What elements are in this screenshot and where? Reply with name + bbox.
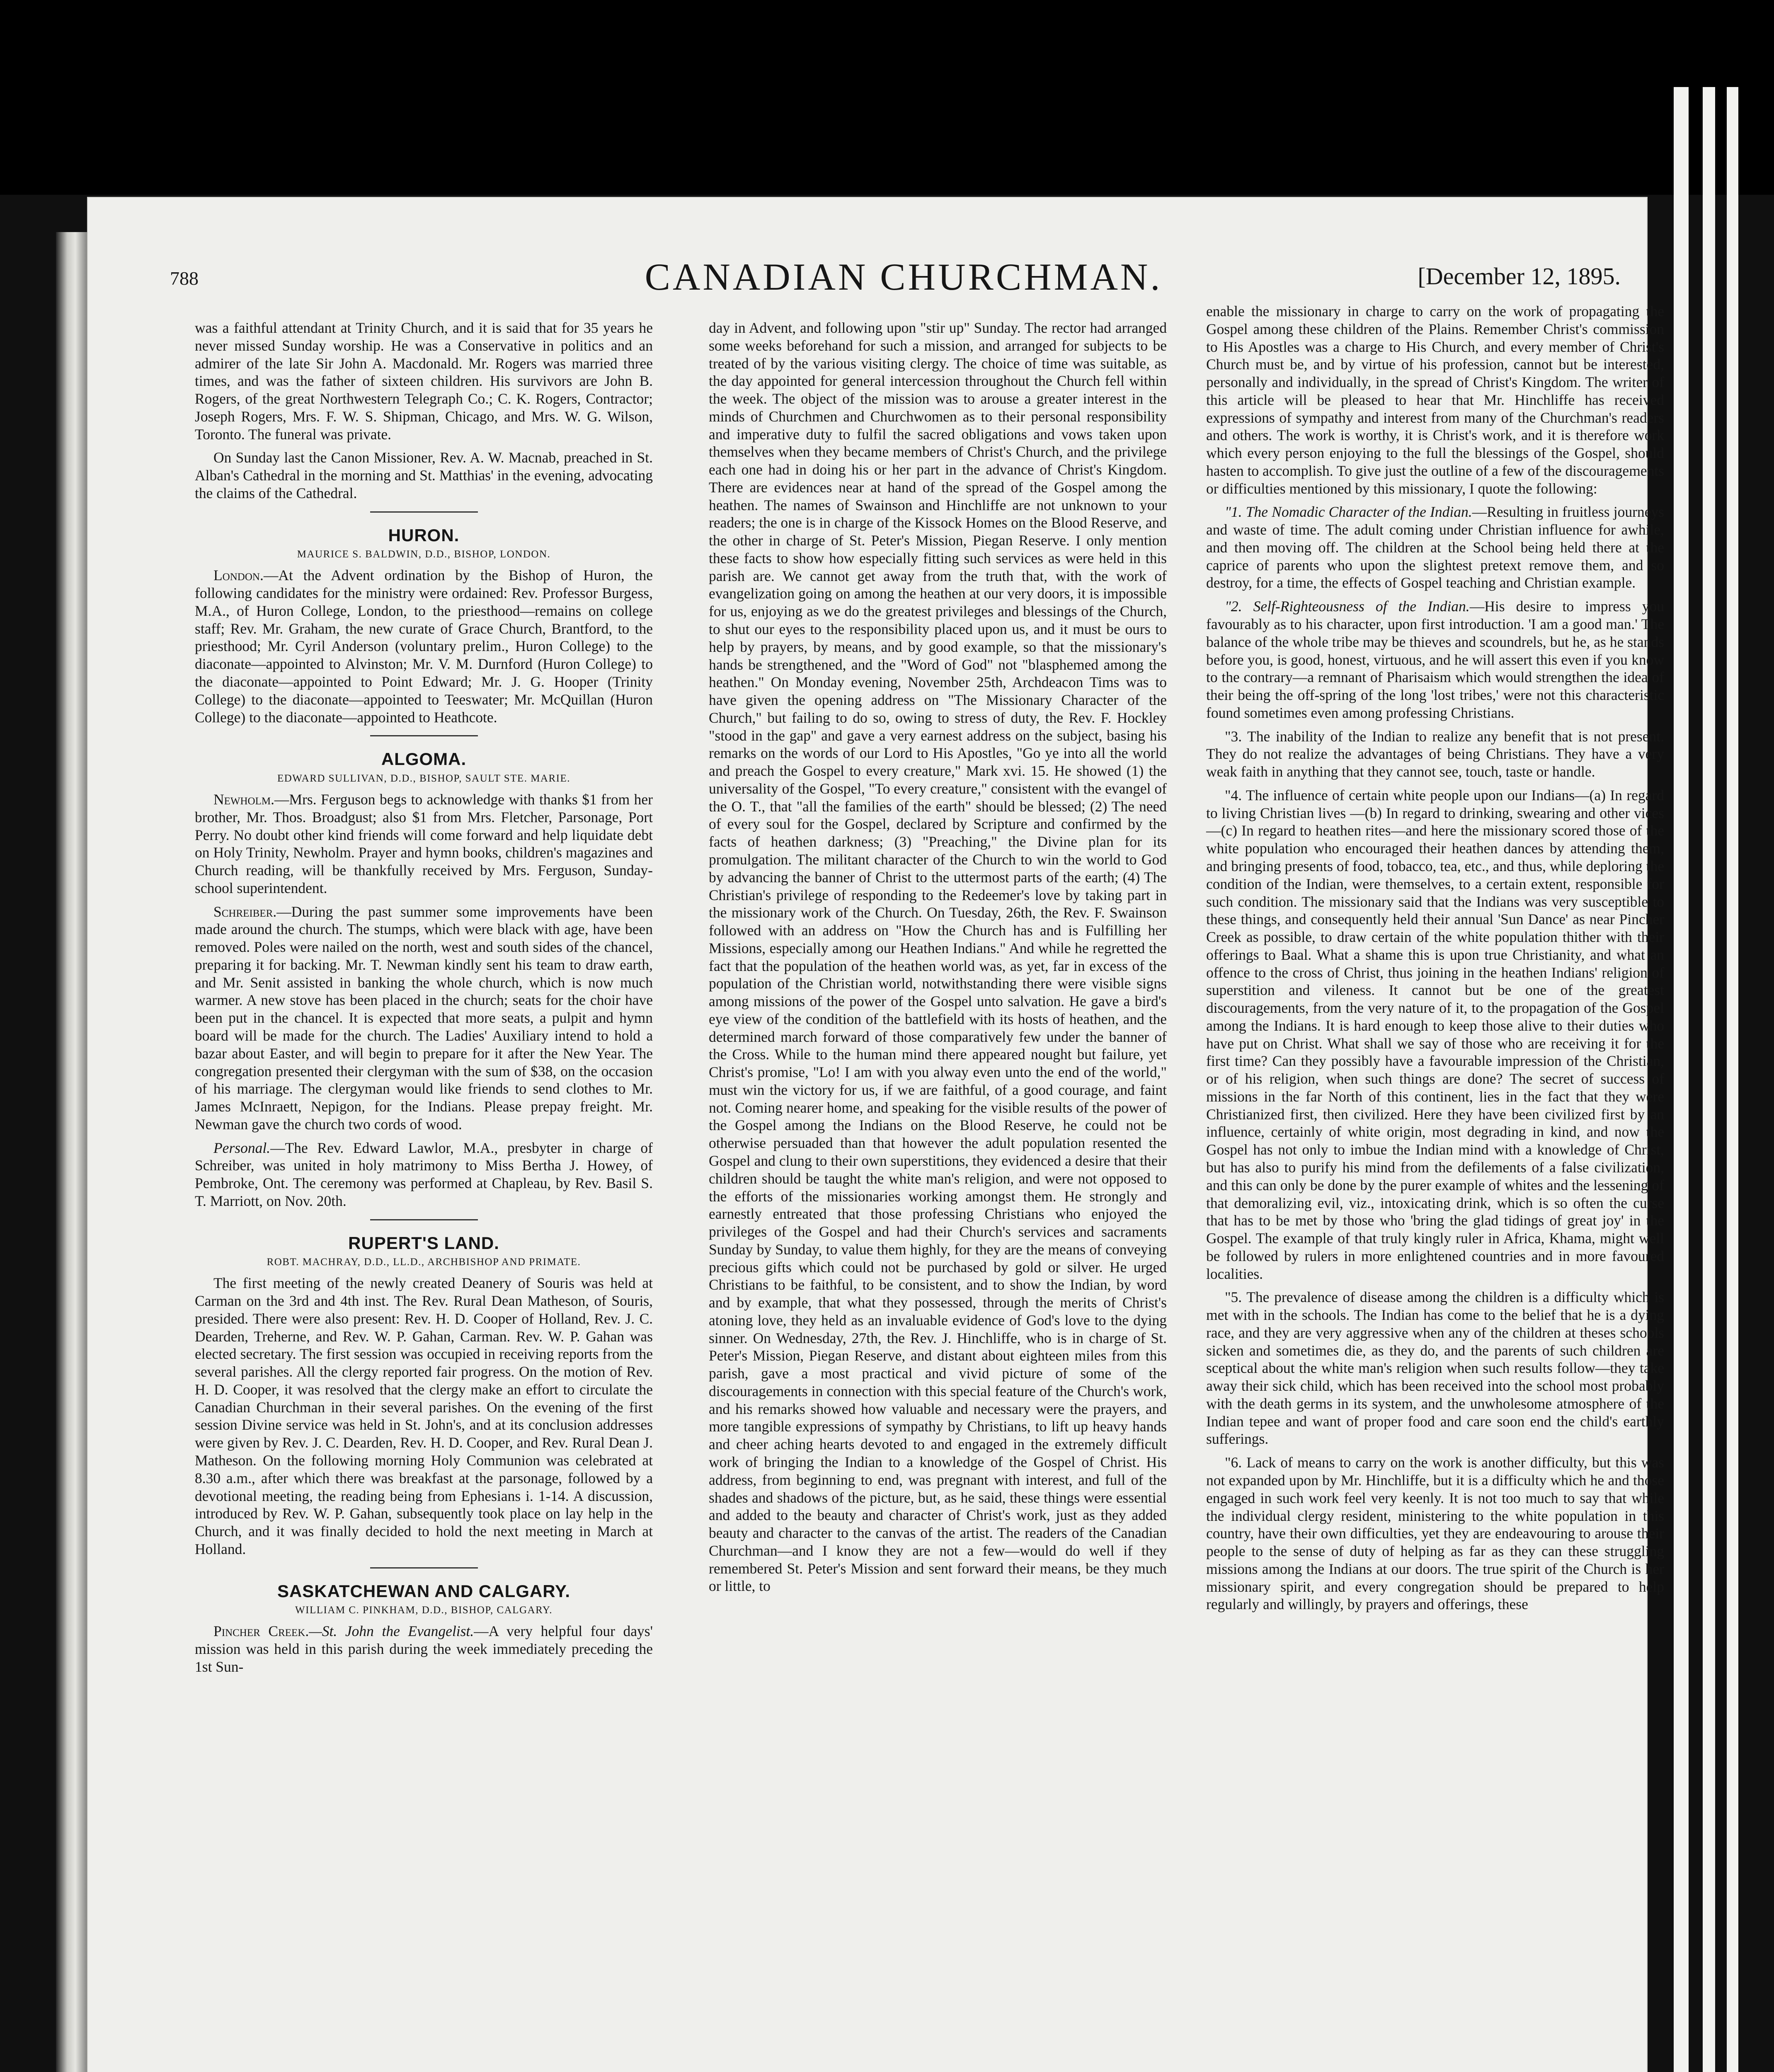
article-paragraph: The first meeting of the newly created Deanery of Souris was held at Carman on the 3rd and 4th inst. The Rev. Rural Dean Matheson, of Souris, presided. There were also present: Rev. H. D. Cooper of Holland, Rev. J. C. Dearden, Treherne, and Rev. W. P. Gahan, Carman. Rev. W. P. Gahan was elected secretary. The first session was occupied in receiving reports from the several parishes. All the clergy reported fair progress. On the motion of Rev. H. D. Cooper, it was resolved that the clergy make an effort to circulate the Canadian Churchman in their several parishes. On the evening of the first session Divine service was held in St. John's, and at its conclusion addresses were given by Rev. J. C. Dearden, Rev. H. D. Cooper, and Rev. Rural Dean J. Matheson. On the following morning Holy Communion was celebrated at 8.30 a.m., after which there was breakfast at the parsonage, followed by a devotional meeting, the reading being from Ephesians i. 1-14. A discussion, introduced by Rev. W. P. Gahan, subsequently took place on lay help in the Church, and it was finally decided to hold the next meeting in March at Holland. [195, 1275, 653, 1557]
place-name: London. [213, 567, 264, 584]
scanner-strip [1727, 87, 1738, 2072]
section-divider [370, 735, 478, 736]
book-spine-edge [56, 232, 88, 2072]
article-paragraph: was a faithful attendant at Trinity Church, and it is said that for 35 years he never missed Sunday worship. He was a Conservative in politics and an admirer of the late Sir John A. Macdonald. Mr. Rogers was married three times, and was the father of sixteen children. His survivors are John B. Rogers, of the great Northwestern Telegraph Co.; C. K. Rogers, Contractor; Joseph Rogers, Mrs. F. W. S. Shipman, Chicago, and Mrs. W. G. Wilson, Toronto. The funeral was private. [195, 320, 653, 443]
paragraph-text: —During the past summer some improvements have been made around the church. The stumps, which were black with age, have been removed. Poles were nailed on the north, west and south sides of the chancel, preparing it for backing. Mr. T. Newman kindly sent his team to draw earth, and Mr. Senit assisted in banking the whole church, which is now much warmer. A new stove has been placed in the church; seats for the choir have been put in the chancel. It is expected that more seats, a pulpit and hymn board will be made for the church. The Ladies' Auxiliary intend to hold a bazar about Easter, and will begin to prepare for it after the New Year. The congregation presented their clergyman with the sum of $38, on the occasion of his marriage. The clergyman would like friends to send clothes to Mr. James McInraett, Nepigon, for the Indians. Please prepay freight. Mr. Newman gave the church two cords of wood. [195, 903, 653, 1133]
scan-background [0, 0, 1774, 195]
paragraph-label: "1. The Nomadic Character of the Indian. [1225, 503, 1472, 520]
section-divider [370, 1219, 478, 1220]
article-paragraph: "3. The inability of the Indian to realize any benefit that is not present. They do not realize the advantages of being Christians. They have a very weak faith in anything that they cannot see, touch, taste or handle. [1206, 728, 1664, 780]
article-paragraph [195, 1622, 653, 1675]
paragraph-label: —St. John the Evangelist. [309, 1623, 474, 1640]
article-paragraph [1206, 503, 1664, 592]
section-title: SASKATCHEWAN AND CALGARY. [277, 1581, 571, 1601]
newspaper-page [87, 197, 1664, 2072]
column-2 [709, 319, 1167, 1601]
section-title: HURON. [388, 525, 460, 545]
paragraph-text: —The Rev. Edward Lawlor, M.A., presbyter in charge of Schreiber, was united in holy matrimony to Miss Bertha J. Howey, of Pembroke, Ont. The ceremony was performed at Chapleau, by Rev. Basil S. T. Marriott, on Nov. 20th. [195, 1139, 653, 1209]
paragraph-label: "2. Self-Righteousness of the Indian. [1225, 598, 1470, 615]
paragraph-text: —A very helpful four days' mission was held in this parish during the week immediately preceding the 1st Sun- [195, 1623, 653, 1675]
article-paragraph: day in Advent, and following upon "stir up" Sunday. The rector had arranged some weeks beforehand for such a mission, and arranged for subjects to be treated of by the various visiting clergy. The choice of time was suitable, as the day appointed for general intercession throughout the Church fell within the week. The object of the mission was to arouse a greater interest in the minds of Churchmen and Churchwomen as to their personal responsibility and imperative duty to fulfil the sacred obligations and vows taken upon themselves when they became members of Christ's Church, and the privilege each one had in doing his or her part in the advance of Christ's Kingdom. There are evidences near at hand of the spread of the Gospel among the heathen. The names of Swainson and Hinchliffe are not unknown to your readers; the one is in charge of the Kissock Homes on the Blood Reserve, and the other in charge of St. Peter's Mission, Piegan Reserve. I only mention these facts to show how especially fitting such services as were held in this parish are. We cannot get away from the truth that, with the work of evangelization going on among the heathen at our very doors, it is impossible for us, enjoying as we do the greatest privileges and blessings of the Church, to shut our eyes to the responsibility placed upon us, and it must be ours to help by prayers, by means, and by good example, so that the missionary's hands be strengthened, and the "Word of God" not "blasphemed among the heathen." On Monday evening, November 25th, Archdeacon Tims was to have given the opening address on "The Missionary Character of the Church," but failing to do so, owing to stress of duty, the Rev. F. Hockley "stood in the gap" and gave a very earnest address on the subject, basing his remarks on the words of our Lord to His Apostles, "Go ye into all the world and preach the Gospel to every creature," Mark xvi. 15. He showed (1) the universality of the Gospel, "To every creature," consistent with the evangel of the O. T., that "all the families of the earth" should be blessed; (2) The need of every soul for the Gospel, declared by Scripture and confirmed by the facts of heathen darkness; (3) "Preaching," the Divine plan for its promulgation. The militant character of the Church to win the world to God by advancing the banner of Christ to the uttermost parts of the earth; (4) The Christian's privilege of responding to the Redeemer's love by taking part in the missionary work of the Church. On Tuesday, 26th, the Rev. F. Swainson followed with an address on "How the Church has and is Fulfilling her Missions, especially among our Heathen Indians." And while he regretted the fact that the population of the heathen world was, as yet, far in excess of the population of the Christian world, notwithstanding there were visible signs among missions of the power of the Gospel unto salvation. He gave a bird's eye view of the condition of the battlefield with its hosts of heathen, and the determined march forward of those comparatively few under the banner of the Cross. While to the human mind there appeared nought but failure, yet Christ's promise, "Lo! I am with you alway even unto the end of the world," must win the victory for us, if we are faithful, of a good courage, and faint not. Coming nearer home, and speaking for the visible results of the power of the Gospel among the Indians on the Blood Reserve, he could not be otherwise persuaded than that however the adult population resented the Gospel and clung to their own superstitions, they evidenced a desire that their children should be taught the white man's religion, and were not opposed to the efforts of the missionaries working amongst them. He strongly and earnestly entreated that those professing Christians who enjoyed the privileges of the Gospel and had their Church's services and sacraments Sunday by Sunday, to value them highly, for they are the means of conveying precious gifts which could not be purchased by gold or silver. He urged Christians to be faithful, to be consistent, and to show the Indian, by word and by example, that what they possessed, through the merits of Christ's atoning love, they held as an invaluable evidence of God's love to the dying sinner. On Wednesday, 27th, the Rev. J. Hinchliffe, who is in charge of St. Peter's Mission, Piegan Reserve, and distant about eighteen miles from this parish, gave a most practical and vivid picture of some of the discouragements in connection with this special feature of the Church's work, and his remarks showed how valuable and necessary were the prayers, and more tangible expressions of sympathy by Christians, to lift up heavy hands and cheer aching hearts devoted to and engaged in the extremely difficult work of bringing the Indian to a knowledge of the Gospel of Christ. His address, from beginning to end, was pregnant with interest, and full of the shades and shadows of the picture, but, as he said, these things were essential and added to the beauty and character of Christ's work, just as they added beauty and character to the canvas of the artist. The readers of the Canadian Churchman—and I know they are not a few—would do well if they remembered St. Peter's Mission and sent forward their means, be they much or little, to [709, 320, 1167, 1595]
article-paragraph: On Sunday last the Canon Missioner, Rev. A. W. Macnab, preached in St. Alban's Cathedral in the morning and St. Matthias' in the evening, advocating the claims of the Cathedral. [195, 449, 653, 501]
paragraph-label: Personal. [213, 1139, 271, 1156]
column-1 [195, 319, 653, 1682]
scanner-strip [1703, 87, 1715, 2072]
article-paragraph [195, 566, 653, 726]
page-number: 788 [170, 268, 199, 289]
paragraph-text: —At the Advent ordination by the Bishop of Huron, the following candidates for the ministry were ordained: Rev. Professor Burgess, M.A., of Huron College, London, to the priesthood—remains on college staff; Rev. Mr. Graham, the new curate of Grace Church, Brantford, to the priesthood; Mr. Cyril Anderson (voluntary prelim., Huron College) to the diaconate—appointed to Alvinston; Mr. V. M. Durnford (Huron College) to the diaconate—appointed to Point Edward; Mr. J. G. Hooper (Trinity College) to the diaconate—appointed to Teeswater; Mr. McQuillan (Huron College) to the diaconate—appointed to Heathcote. [195, 567, 653, 726]
section-byline: MAURICE S. BALDWIN, D.D., BISHOP, LONDON. [297, 549, 551, 560]
page-header [162, 251, 1646, 296]
masthead: CANADIAN CHURCHMAN. [645, 256, 1163, 298]
section-title: ALGOMA. [381, 749, 467, 769]
section-divider [370, 511, 478, 513]
issue-date: [December 12, 1895. [1418, 263, 1621, 290]
scanner-strip [1674, 87, 1689, 2072]
article-paragraph [1206, 598, 1664, 721]
column-3 [1206, 303, 1664, 1619]
section-divider [370, 1567, 478, 1569]
place-name: Pincher Creek. [213, 1623, 309, 1640]
section-byline: EDWARD SULLIVAN, D.D., BISHOP, SAULT STE. MARIE. [277, 772, 570, 784]
article-paragraph: "6. Lack of means to carry on the work is another difficulty, but this was not expanded upon by Mr. Hinchliffe, but it is a difficulty which he and those engaged in such work feel very keenly. It is not too much to say that while the individual clergy resident, ministering to the white population in this country, have their own difficulties, yet they are endeavouring to arouse their people to the sense of duty of helping as far as they can these struggling missions among the Indians at our doors. The true spirit of the Church is her missionary spirit, and every congregation should be prepared to help regularly and willingly, by prayers and offerings, these [1206, 1454, 1664, 1613]
place-name: Newholm. [213, 791, 274, 808]
paragraph-text: —Mrs. Ferguson begs to acknowledge with thanks $1 from her brother, Mr. Thos. Broadgust; also $1 from Mrs. Fletcher, Parsonage, Port Perry. No doubt other kind friends will come forward and help liquidate debt on Holy Trinity, Newholm. Prayer and hymn books, children's magazines and Church reading, will be thankfully received by Mrs. Ferguson, Sunday-school superintendent. [195, 791, 653, 896]
section-byline: WILLIAM C. PINKHAM, D.D., BISHOP, CALGARY. [295, 1605, 553, 1616]
article-paragraph [195, 791, 653, 897]
article-paragraph: enable the missionary in charge to carry on the work of propagating the Gospel among these children of the Plains. Remember Christ's commission to His Apostles was a charge to His Church, and every member of Christ's Church must be, and by virtue of his profession, cannot but be interested, personally and individually, in the spread of Christ's Kingdom. The writer of this article will be pleased to hear that Mr. Hinchliffe has received expressions of sympathy and interest from many of the Churchman's readers and others. The work is worthy, it is Christ's work, and it is therefore work which every person enjoying to the full the blessings of the Gospel, should hasten to accomplish. To give just the outline of a few of the discouragements or difficulties mentioned by this missionary, I quote the following: [1206, 303, 1664, 497]
article-paragraph [195, 903, 653, 1133]
article-paragraph: "4. The influence of certain white people upon our Indians—(a) In regard to living Christian lives —(b) In regard to drinking, swearing and other vices —(c) In regard to heathen rites—and here the missionary scored those of the white population who encouraged their heathen dances by attending them, and bringing presents of food, tobacco, tea, etc., and thus, while deploring the condition of the Indian, were themselves, to a certain extent, responsible for such condition. The missionary said that the Indians was very susceptible to these things, and consequently held their annual 'Sun Dance' as near Pincher Creek as possible, to draw certain of the white population thither with their offerings to Baal. What a shame this is upon true Christianity, and what an offence to the cross of Christ, thus joining in the heathen Indians' religion of superstition and vileness. It cannot but be one of the greatest discouragements, from the very nature of it, to the propagation of the Gospel among the Indians. It is hard enough to keep those alive to their duties who have put on Christ. What shall we say of those who are receiving it for the first time? Can they possibly have a favourable impression of the Christian, or of his religion, when such things are done? The secret of success of missions in the far North of this continent, lies in the fact that they were Christianized first, then civilized. Here they have been civilized first by an influence, certainly of white origin, most degrading in kind, and now the Gospel has not only to imbue the Indian mind with a knowledge of Christ, but has also to purify his mind from the defilements of a false civilization, and this can only be done by the purer example of whites and the lessening of that demoralizing evil, viz., intoxicating drink, which is so often the curse that has to be met by those who 'bring the glad tidings of great joy' in the Gospel. The example of that truly kingly ruler in Africa, Khama, might well be followed by rulers in more enlightened countries and in more favoured localities. [1206, 787, 1664, 1282]
paragraph-text: —Resulting in fruitless journeys and waste of time. The adult coming under Christian influence for awhile, and then moving off. The children at the School being held there at the caprice of parents who upon the slightest pretext remove them, and so destroy, for a time, the effects of Gospel teaching and Christian example. [1206, 503, 1664, 591]
section-byline: ROBT. MACHRAY, D.D., LL.D., ARCHBISHOP AND PRIMATE. [267, 1256, 581, 1268]
article-paragraph [195, 1139, 653, 1210]
article-paragraph: "5. The prevalence of disease among the children is a difficulty which is met with in the schools. The Indian has come to the belief that he is a dying race, and they are very aggressive when any of the children at theses schools sicken and sometimes die, as they do, and the parents of such children are sceptical about the white man's religion when such results follow—they take away their sick child, which has been received into the school most probably with the death germs in its system, and the unwholesome atmosphere of the Indian tepee and want of proper food and care soon end the child's earthly sufferings. [1206, 1289, 1664, 1447]
paragraph-text: —His desire to impress you favourably as to his character, upon first introduction. 'I am a good man.' The balance of the whole tribe may be thieves and scoundrels, but he, as he stands before you, is good, honest, virtuous, and he will assert this even if you know to the contrary—a remnant of Pharisaism which would strengthen the idea of their being the off-spring of the long 'lost tribes,' were not this characteristic found sometimes even among professing Christians. [1206, 598, 1664, 721]
place-name: Schreiber. [213, 903, 277, 920]
section-title: RUPERT'S LAND. [348, 1233, 499, 1253]
